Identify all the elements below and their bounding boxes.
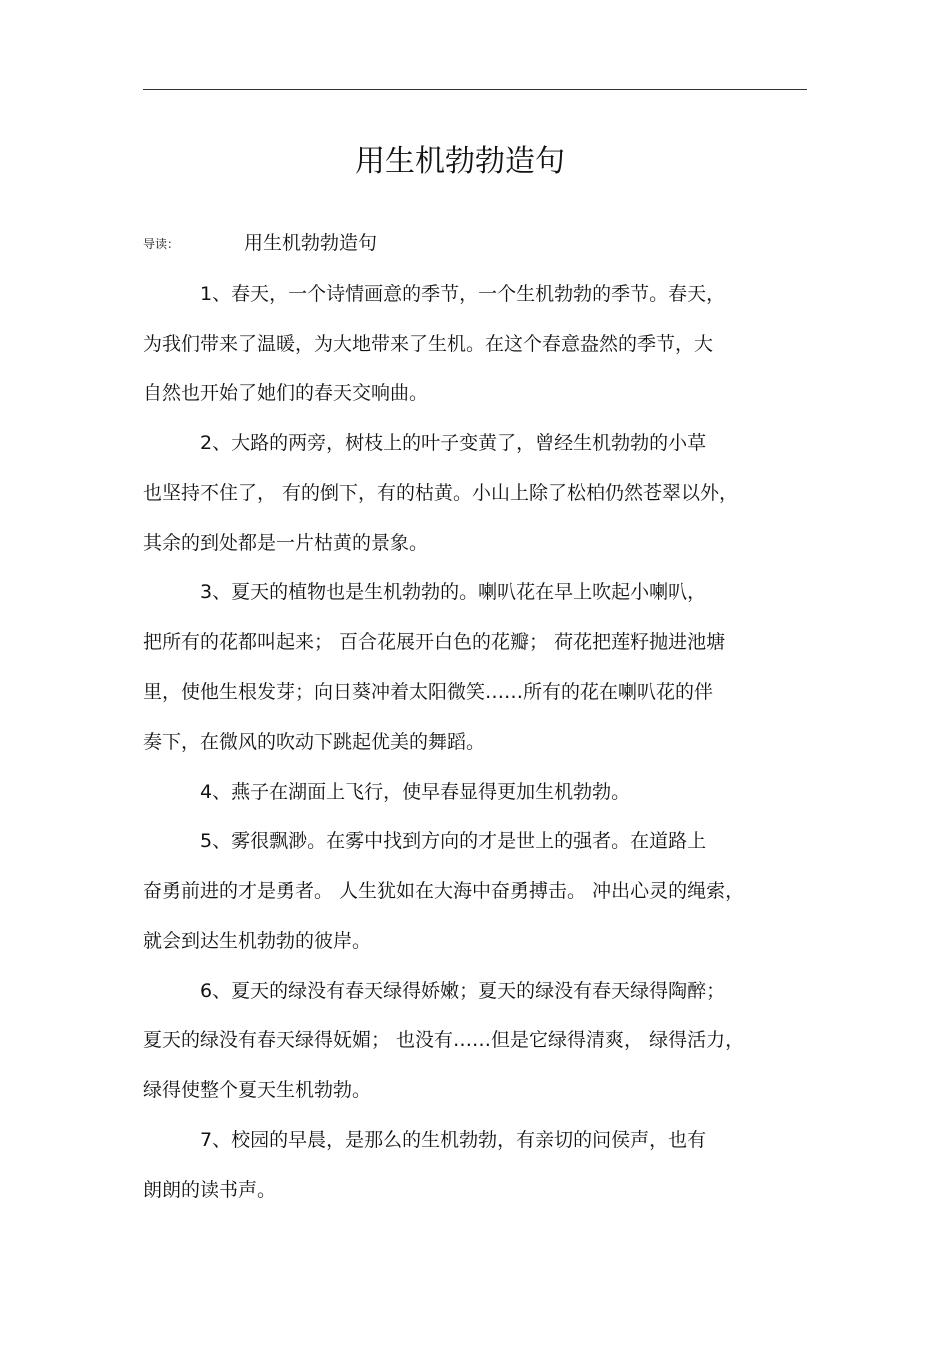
paragraph-line: 4、燕子在湖面上飞行，使早春显得更加生机勃勃。 [200, 781, 631, 803]
paragraph-line: 5、雾很飘渺。在雾中找到方向的才是世上的强者。在道路上 [200, 830, 707, 852]
paragraph-line: 奏下，在微风的吹动下跳起优美的舞蹈。 [143, 731, 486, 753]
paragraph-line: 绿得使整个夏天生机勃勃。 [143, 1079, 372, 1101]
lead-text: 用生机勃勃造句 [244, 232, 378, 254]
paragraph-line: 6、夏天的绿没有春天绿得娇嫩；夏天的绿没有春天绿得陶醉； [200, 980, 726, 1002]
paragraph-line: 自然也开始了她们的春天交响曲。 [143, 382, 429, 404]
paragraph-line: 奋勇前进的才是勇者。 人生犹如在大海中奋勇搏击。 冲出心灵的绳索， [143, 880, 745, 902]
paragraph-line: 也坚持不住了， 有的倒下，有的枯黄。小山上除了松柏仍然苍翠以外， [143, 482, 739, 504]
paragraph-line: 1、春天，一个诗情画意的季节，一个生机勃勃的季节。春天， [200, 283, 726, 305]
paragraph-line: 夏天的绿没有春天绿得妩媚； 也没有……但是它绿得清爽， 绿得活力， [143, 1029, 745, 1051]
paragraph-line: 为我们带来了温暖，为大地带来了生机。在这个春意盎然的季节，大 [143, 333, 714, 355]
paragraph-line: 把所有的花都叫起来； 百合花展开白色的花瓣； 荷花把莲籽抛进池塘 [143, 631, 726, 653]
paragraph-line: 2、大路的两旁，树枝上的叶子变黄了，曾经生机勃勃的小草 [200, 432, 707, 454]
paragraph-line: 里，使他生根发芽；向日葵冲着太阳微笑……所有的花在喇叭花的伴 [143, 681, 714, 703]
lead-label: 导读： [143, 237, 180, 251]
paragraph-line: 7、校园的早晨，是那么的生机勃勃，有亲切的问侯声，也有 [200, 1129, 707, 1151]
header-rule [143, 89, 807, 90]
paragraph-line: 其余的到处都是一片枯黄的景象。 [143, 532, 429, 554]
paragraph-line: 朗朗的读书声。 [143, 1179, 277, 1201]
paragraph-line: 3、夏天的植物也是生机勃勃的。喇叭花在早上吹起小喇叭， [200, 581, 707, 603]
paragraph-line: 就会到达生机勃勃的彼岸。 [143, 930, 372, 952]
page-title: 用生机勃勃造句 [355, 144, 565, 179]
